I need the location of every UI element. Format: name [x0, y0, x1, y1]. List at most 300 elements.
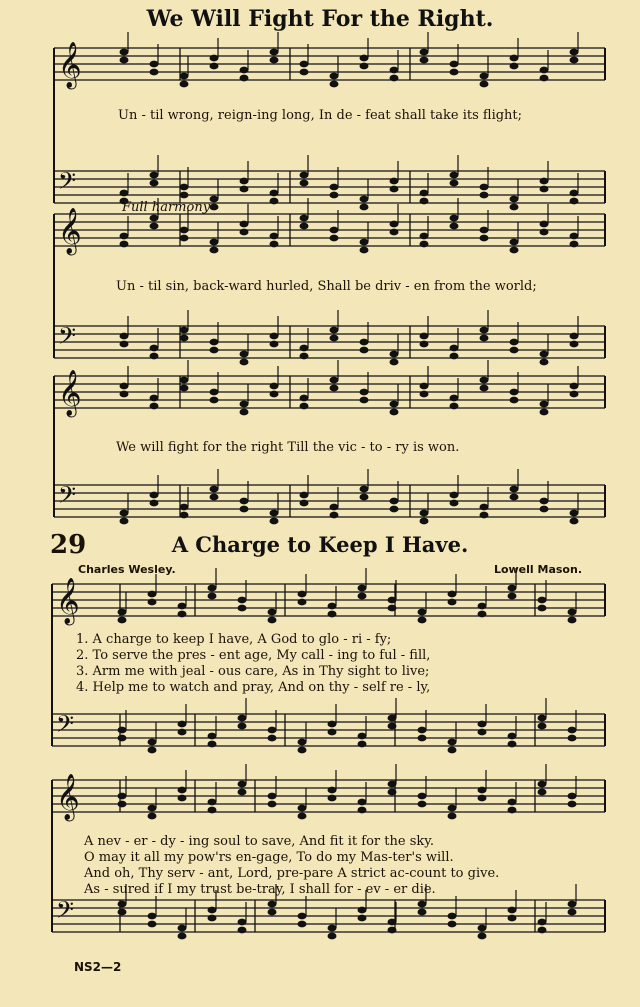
note-head	[180, 227, 189, 234]
note-head	[238, 597, 247, 604]
note-head	[420, 233, 429, 240]
verse2-line-a: 2. To serve the pres - ent age, My call - ing to ful - fill,	[76, 648, 431, 663]
verse1-line-b: A nev - er - dy - ing soul to save, And fit it for the sky.	[84, 834, 434, 849]
note-head	[480, 184, 489, 191]
note-head	[210, 55, 219, 62]
note-head	[418, 793, 427, 800]
note-head	[328, 787, 337, 794]
verse3-line-b: And oh, Thy serv - ant, Lord, pre-pare A strict ac-count to give.	[84, 866, 500, 881]
note-head	[150, 403, 159, 410]
note-head	[418, 909, 427, 916]
note-head	[178, 933, 187, 940]
note-head	[360, 389, 369, 396]
note-head	[300, 403, 309, 410]
note-head	[330, 335, 339, 342]
note-head	[328, 721, 337, 728]
note-head	[418, 801, 427, 808]
note-head	[268, 727, 277, 734]
note-head	[360, 347, 369, 354]
note-head	[478, 933, 487, 940]
note-head	[150, 215, 159, 222]
note-head	[300, 172, 309, 179]
note-head	[540, 186, 549, 193]
note-head	[208, 807, 217, 814]
note-head	[240, 229, 249, 236]
note-head	[148, 805, 157, 812]
note-head	[148, 599, 157, 606]
composer-credit: Charles Wesley.	[78, 563, 176, 576]
bass-clef: 𝄢	[56, 710, 75, 743]
note-head	[240, 498, 249, 505]
note-head	[450, 61, 459, 68]
note-head	[478, 611, 487, 618]
note-head	[388, 715, 397, 722]
note-head	[270, 49, 279, 56]
note-head	[360, 55, 369, 62]
note-head	[510, 239, 519, 246]
note-head	[178, 787, 187, 794]
note-head	[510, 247, 519, 254]
note-head	[480, 504, 489, 511]
note-head	[570, 57, 579, 64]
note-head	[538, 919, 547, 926]
note-head	[538, 927, 547, 934]
note-head	[238, 781, 247, 788]
note-head	[178, 603, 187, 610]
note-head	[118, 735, 127, 742]
note-head	[480, 81, 489, 88]
note-head	[120, 518, 129, 525]
note-head	[570, 518, 579, 525]
note-head	[150, 223, 159, 230]
note-head	[148, 913, 157, 920]
note-head	[300, 395, 309, 402]
note-head	[148, 591, 157, 598]
note-head	[570, 241, 579, 248]
note-head	[508, 799, 517, 806]
note-head	[120, 391, 129, 398]
note-head	[420, 518, 429, 525]
note-head	[270, 510, 279, 517]
note-head	[180, 184, 189, 191]
note-head	[480, 512, 489, 519]
note-head	[570, 190, 579, 197]
note-head	[540, 221, 549, 228]
treble-clef: 𝄞	[58, 42, 82, 88]
note-head	[300, 215, 309, 222]
note-head	[450, 345, 459, 352]
treble-clef: 𝄞	[56, 774, 80, 820]
note-head	[478, 787, 487, 794]
note-head	[328, 603, 337, 610]
note-head	[330, 327, 339, 334]
note-head	[510, 55, 519, 62]
note-head	[270, 391, 279, 398]
note-head	[330, 504, 339, 511]
note-head	[480, 192, 489, 199]
note-head	[298, 913, 307, 920]
note-head	[180, 327, 189, 334]
arranger-credit: Lowell Mason.	[493, 563, 582, 576]
note-head	[388, 927, 397, 934]
note-head	[120, 333, 129, 340]
note-head	[390, 359, 399, 366]
note-head	[510, 63, 519, 70]
note-head	[300, 353, 309, 360]
note-head	[360, 239, 369, 246]
note-head	[118, 793, 127, 800]
note-head	[540, 351, 549, 358]
note-head	[180, 335, 189, 342]
note-head	[390, 75, 399, 82]
note-head	[418, 727, 427, 734]
verse2-line-b: O may it all my pow'rs en-gage, To do my Mas-ter's will.	[84, 850, 454, 865]
direction-full-harmony: Full harmony	[122, 200, 211, 215]
note-head	[420, 333, 429, 340]
note-head	[570, 383, 579, 390]
note-head	[420, 190, 429, 197]
hymn-title-fight: We Will Fight For the Right.	[146, 6, 494, 32]
note-head	[270, 241, 279, 248]
note-head	[390, 401, 399, 408]
note-head	[570, 233, 579, 240]
note-head	[570, 333, 579, 340]
note-head	[148, 921, 157, 928]
note-head	[570, 510, 579, 517]
note-head	[270, 190, 279, 197]
note-head	[448, 921, 457, 928]
note-head	[330, 192, 339, 199]
note-head	[330, 377, 339, 384]
note-head	[150, 395, 159, 402]
note-head	[418, 901, 427, 908]
note-head	[148, 747, 157, 754]
note-head	[150, 353, 159, 360]
note-head	[418, 609, 427, 616]
note-head	[450, 492, 459, 499]
note-head	[390, 229, 399, 236]
page-footer: NS2—2	[74, 960, 122, 974]
note-head	[210, 196, 219, 203]
note-head	[420, 391, 429, 398]
note-head	[478, 603, 487, 610]
note-head	[180, 385, 189, 392]
note-head	[328, 925, 337, 932]
note-head	[238, 919, 247, 926]
note-head	[210, 486, 219, 493]
note-head	[508, 733, 517, 740]
note-head	[238, 789, 247, 796]
note-head	[240, 351, 249, 358]
note-head	[210, 397, 219, 404]
note-head	[360, 397, 369, 404]
note-head	[120, 241, 129, 248]
treble-clef: 𝄞	[56, 578, 80, 624]
note-head	[118, 901, 127, 908]
note-head	[450, 353, 459, 360]
note-head	[448, 739, 457, 746]
note-head	[358, 593, 367, 600]
note-head	[300, 492, 309, 499]
note-head	[120, 341, 129, 348]
verse4-line-b: As - sured if I my trust be-tray, I shall for - ev - er die.	[84, 882, 436, 897]
note-head	[330, 227, 339, 234]
note-head	[450, 215, 459, 222]
note-head	[510, 486, 519, 493]
note-head	[568, 793, 577, 800]
note-head	[448, 591, 457, 598]
note-head	[298, 599, 307, 606]
note-head	[358, 907, 367, 914]
note-head	[328, 933, 337, 940]
note-head	[268, 801, 277, 808]
note-head	[478, 729, 487, 736]
note-head	[240, 359, 249, 366]
note-head	[180, 81, 189, 88]
note-head	[390, 221, 399, 228]
hymn-title-charge: A Charge to Keep I Have.	[171, 532, 469, 557]
note-head	[540, 178, 549, 185]
note-head	[298, 739, 307, 746]
note-head	[510, 389, 519, 396]
note-head	[390, 506, 399, 513]
note-head	[268, 609, 277, 616]
note-head	[568, 735, 577, 742]
note-head	[300, 223, 309, 230]
note-head	[238, 927, 247, 934]
note-head	[298, 591, 307, 598]
note-head	[510, 204, 519, 211]
note-head	[510, 494, 519, 501]
note-head	[358, 733, 367, 740]
note-head	[270, 333, 279, 340]
note-head	[208, 907, 217, 914]
note-head	[448, 747, 457, 754]
note-head	[360, 63, 369, 70]
note-head	[268, 617, 277, 624]
note-head	[568, 727, 577, 734]
note-head	[330, 512, 339, 519]
note-head	[540, 409, 549, 416]
note-head	[180, 512, 189, 519]
verse1-line-a: 1. A charge to keep I have, A God to glo - ri - fy;	[76, 632, 392, 647]
note-head	[120, 510, 129, 517]
note-head	[150, 61, 159, 68]
note-head	[480, 385, 489, 392]
note-head	[328, 729, 337, 736]
note-head	[538, 781, 547, 788]
note-head	[510, 196, 519, 203]
note-head	[270, 233, 279, 240]
note-head	[238, 715, 247, 722]
note-head	[418, 617, 427, 624]
note-head	[270, 57, 279, 64]
note-head	[358, 807, 367, 814]
note-head	[270, 383, 279, 390]
note-head	[300, 500, 309, 507]
note-head	[120, 57, 129, 64]
note-head	[448, 913, 457, 920]
note-head	[180, 377, 189, 384]
note-head	[508, 741, 517, 748]
note-head	[208, 741, 217, 748]
note-head	[358, 741, 367, 748]
note-head	[300, 345, 309, 352]
note-head	[420, 198, 429, 205]
note-head	[298, 921, 307, 928]
note-head	[570, 391, 579, 398]
note-head	[150, 345, 159, 352]
bass-clef: 𝄢	[58, 481, 77, 514]
note-head	[568, 617, 577, 624]
note-head	[240, 75, 249, 82]
note-head	[448, 813, 457, 820]
note-head	[208, 733, 217, 740]
note-head	[330, 235, 339, 242]
note-head	[358, 799, 367, 806]
note-head	[570, 49, 579, 56]
verse3-line-a: 3. Arm me with jeal - ous care, As in Thy sight to live;	[76, 664, 430, 679]
note-head	[540, 359, 549, 366]
note-head	[450, 172, 459, 179]
note-head	[180, 235, 189, 242]
note-head	[268, 909, 277, 916]
note-head	[300, 180, 309, 187]
note-head	[570, 341, 579, 348]
note-head	[360, 196, 369, 203]
bass-clef: 𝄢	[56, 896, 75, 929]
note-head	[240, 221, 249, 228]
note-head	[448, 805, 457, 812]
note-head	[120, 49, 129, 56]
note-head	[328, 795, 337, 802]
note-head	[390, 178, 399, 185]
note-head	[150, 500, 159, 507]
note-head	[208, 593, 217, 600]
note-head	[570, 198, 579, 205]
note-head	[298, 747, 307, 754]
note-head	[508, 907, 517, 914]
note-head	[360, 204, 369, 211]
note-head	[268, 901, 277, 908]
note-head	[480, 235, 489, 242]
note-head	[480, 327, 489, 334]
note-head	[240, 506, 249, 513]
note-head	[568, 609, 577, 616]
note-head	[538, 605, 547, 612]
note-head	[418, 735, 427, 742]
note-head	[118, 801, 127, 808]
note-head	[480, 73, 489, 80]
note-head	[180, 192, 189, 199]
note-head	[388, 789, 397, 796]
note-head	[300, 69, 309, 76]
note-head	[478, 925, 487, 932]
note-head	[240, 409, 249, 416]
note-head	[120, 190, 129, 197]
note-head	[238, 605, 247, 612]
note-head	[420, 49, 429, 56]
note-head	[568, 801, 577, 808]
note-head	[178, 611, 187, 618]
note-head	[270, 341, 279, 348]
note-head	[390, 498, 399, 505]
note-head	[480, 335, 489, 342]
note-head	[150, 172, 159, 179]
note-head	[538, 715, 547, 722]
note-head	[208, 915, 217, 922]
note-head	[450, 403, 459, 410]
note-head	[148, 739, 157, 746]
note-head	[330, 385, 339, 392]
note-head	[538, 597, 547, 604]
note-head	[210, 63, 219, 70]
note-head	[150, 492, 159, 499]
note-head	[208, 799, 217, 806]
note-head	[450, 180, 459, 187]
note-head	[510, 347, 519, 354]
note-head	[508, 593, 517, 600]
note-head	[240, 178, 249, 185]
note-head	[298, 813, 307, 820]
note-head	[210, 494, 219, 501]
note-head	[330, 73, 339, 80]
note-head	[508, 807, 517, 814]
note-head	[420, 57, 429, 64]
note-head	[240, 67, 249, 74]
note-head	[210, 204, 219, 211]
note-head	[448, 599, 457, 606]
note-head	[330, 184, 339, 191]
note-head	[358, 585, 367, 592]
note-head	[510, 339, 519, 346]
note-head	[388, 597, 397, 604]
bass-clef: 𝄢	[58, 167, 77, 200]
note-head	[360, 339, 369, 346]
bass-clef: 𝄢	[58, 322, 77, 355]
note-head	[178, 925, 187, 932]
note-head	[388, 605, 397, 612]
note-head	[118, 909, 127, 916]
note-head	[150, 69, 159, 76]
note-head	[118, 727, 127, 734]
note-head	[120, 383, 129, 390]
note-head	[540, 401, 549, 408]
note-head	[118, 617, 127, 624]
note-head	[450, 69, 459, 76]
note-head	[540, 75, 549, 82]
note-head	[478, 795, 487, 802]
note-head	[118, 609, 127, 616]
note-head	[298, 805, 307, 812]
note-head	[270, 198, 279, 205]
note-head	[268, 793, 277, 800]
note-head	[478, 721, 487, 728]
note-head	[450, 223, 459, 230]
note-head	[390, 186, 399, 193]
note-head	[388, 781, 397, 788]
note-head	[210, 339, 219, 346]
note-head	[388, 919, 397, 926]
hymn1-lyric-line-2: Un - til sin, back-ward hurled, Shall be driv - en from the world;	[116, 279, 537, 294]
note-head	[180, 504, 189, 511]
note-head	[150, 180, 159, 187]
note-head	[328, 611, 337, 618]
note-head	[210, 247, 219, 254]
treble-clef: 𝄞	[58, 208, 82, 254]
note-head	[268, 735, 277, 742]
note-head	[210, 389, 219, 396]
